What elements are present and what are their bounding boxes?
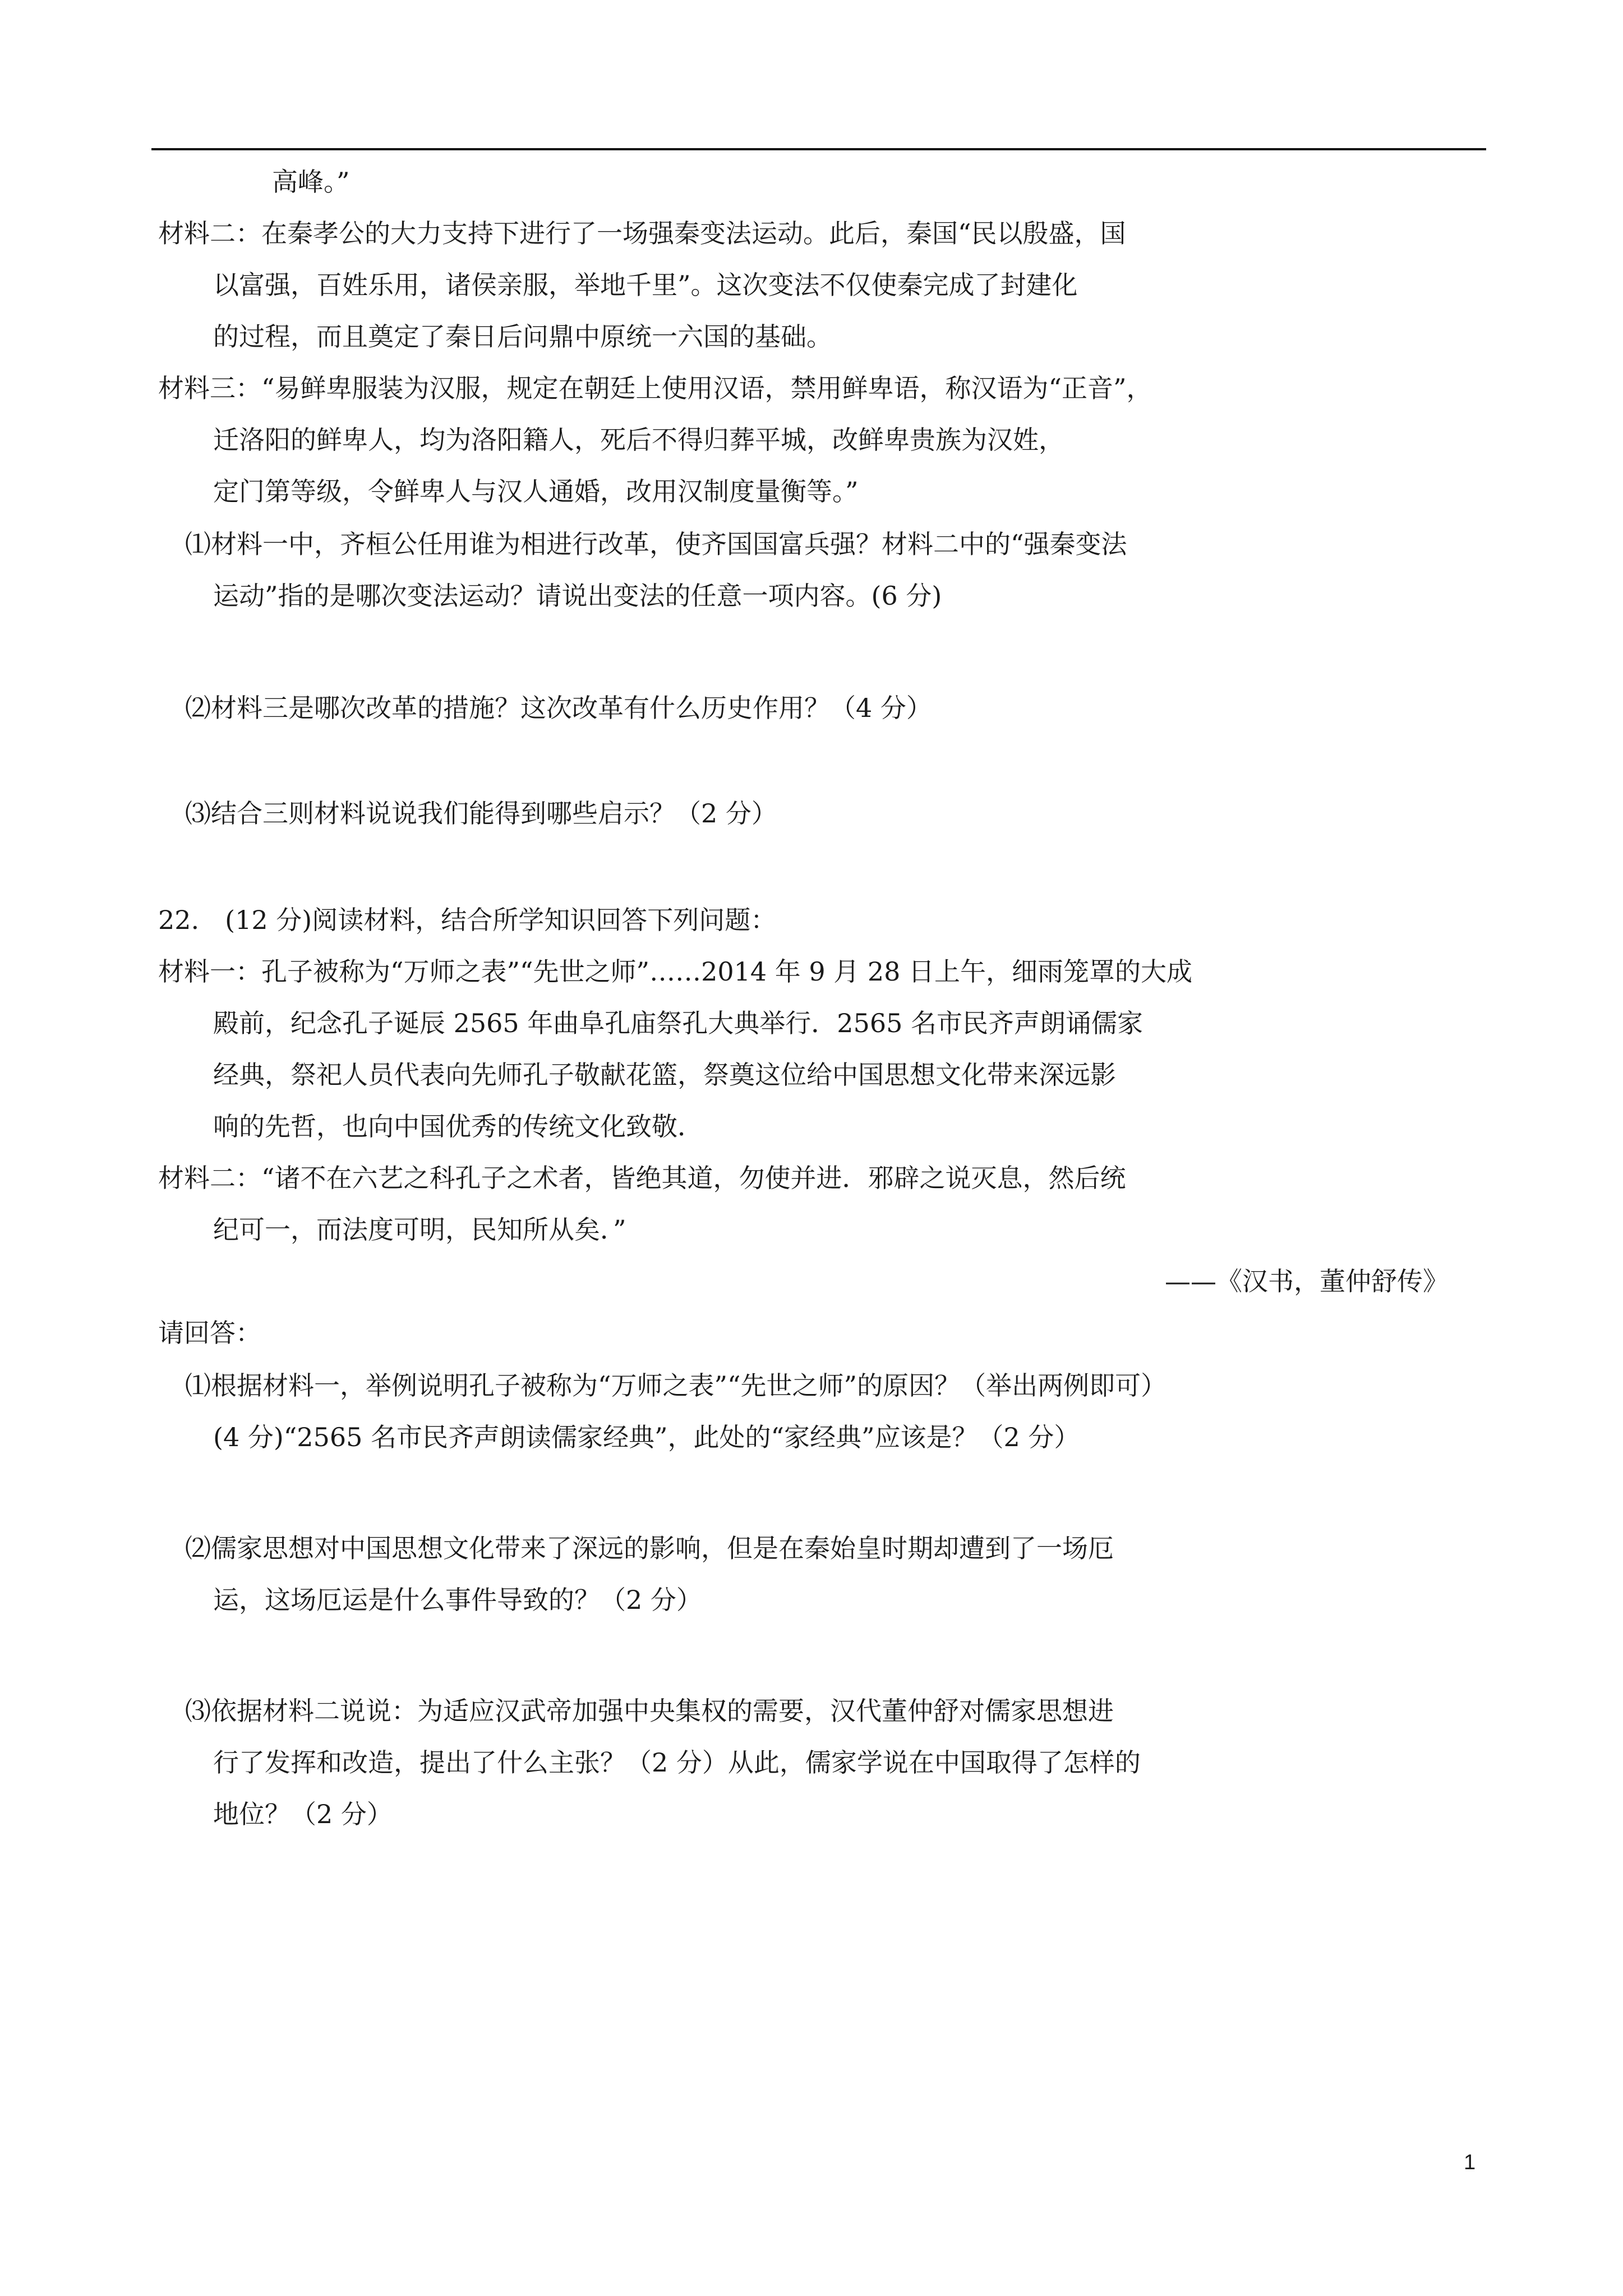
- question-line: 运，这场厄运是什么事件导致的？（2 分）: [213, 1585, 702, 1615]
- text-line: 以富强，百姓乐用，诸侯亲服，举地千里”。这次变法不仅使秦完成了封建化: [213, 270, 1078, 300]
- text-line: 材料二：在秦孝公的大力支持下进行了一场强秦变法运动。此后，秦国“民以殷盛，国: [158, 218, 1126, 249]
- text-line: 迁洛阳的鲜卑人，均为洛阳籍人，死后不得归葬平城，改鲜卑贵族为汉姓，: [213, 425, 1064, 455]
- question-line: ⑶结合三则材料说说我们能得到哪些启示？（2 分）: [185, 798, 777, 829]
- question-heading: 22. (12 分)阅读材料，结合所学知识回答下列问题：: [158, 905, 777, 935]
- text-line: 材料三：“易鲜卑服装为汉服，规定在朝廷上使用汉语，禁用鲜卑语，称汉语为“正音”，: [158, 373, 1152, 403]
- text-line: 经典，祭祀人员代表向先师孔子敬献花篮，祭奠这位给中国思想文化带来深远影: [213, 1060, 1116, 1090]
- text-line: 纪可一，而法度可明，民知所从矣．”: [213, 1214, 626, 1245]
- question-line: ⑶依据材料二说说：为适应汉武帝加强中央集权的需要，汉代董仲舒对儒家思想进: [185, 1696, 1114, 1726]
- header-rule: [151, 148, 1486, 150]
- text-line: 的过程，而且奠定了秦日后问鼎中原统一六国的基础。: [213, 321, 832, 352]
- page-number: 1: [1464, 2151, 1476, 2174]
- question-line: 行了发挥和改造，提出了什么主张？（2 分）从此，儒家学说在中国取得了怎样的: [213, 1747, 1141, 1778]
- question-line: ⑴根据材料一，举例说明孔子被称为“万师之表”“先世之师”的原因？（举出两例即可）: [185, 1370, 1167, 1401]
- question-line: (4 分)“2565 名市民齐声朗读儒家经典”，此处的“家经典”应该是？（2 分）: [213, 1422, 1080, 1452]
- text-line: 殿前，纪念孔子诞辰 2565 年曲阜孔庙祭孔大典举行．2565 名市民齐声朗诵儒家: [213, 1008, 1143, 1038]
- question-line: 运动”指的是哪次变法运动？请说出变法的任意一项内容。(6 分): [213, 581, 942, 611]
- text-line: 定门第等级，令鲜卑人与汉人通婚，改用汉制度量衡等。”: [213, 476, 859, 507]
- citation: ——《汉书，董仲舒传》: [1165, 1266, 1449, 1296]
- question-line: ⑴材料一中，齐桓公任用谁为相进行改革，使齐国国富兵强？材料二中的“强秦变法: [185, 529, 1127, 559]
- question-line: ⑵儒家思想对中国思想文化带来了深远的影响，但是在秦始皇时期却遭到了一场厄: [185, 1533, 1114, 1563]
- question-line: 地位？（2 分）: [213, 1799, 393, 1829]
- text-line: 材料二：“诸不在六艺之科孔子之术者，皆绝其道，勿使并进．邪辟之说灭息，然后统: [158, 1163, 1126, 1193]
- text-line: 高峰。”: [272, 167, 350, 197]
- text-line: 材料一：孔子被称为“万师之表”“先世之师”……2014 年 9 月 28 日上午，细雨笼罩的大成: [158, 956, 1193, 987]
- question-line: ⑵材料三是哪次改革的措施？这次改革有什么历史作用？（4 分）: [185, 693, 932, 723]
- text-line: 请回答：: [158, 1318, 261, 1348]
- text-line: 响的先哲，也向中国优秀的传统文化致敬．: [213, 1111, 703, 1142]
